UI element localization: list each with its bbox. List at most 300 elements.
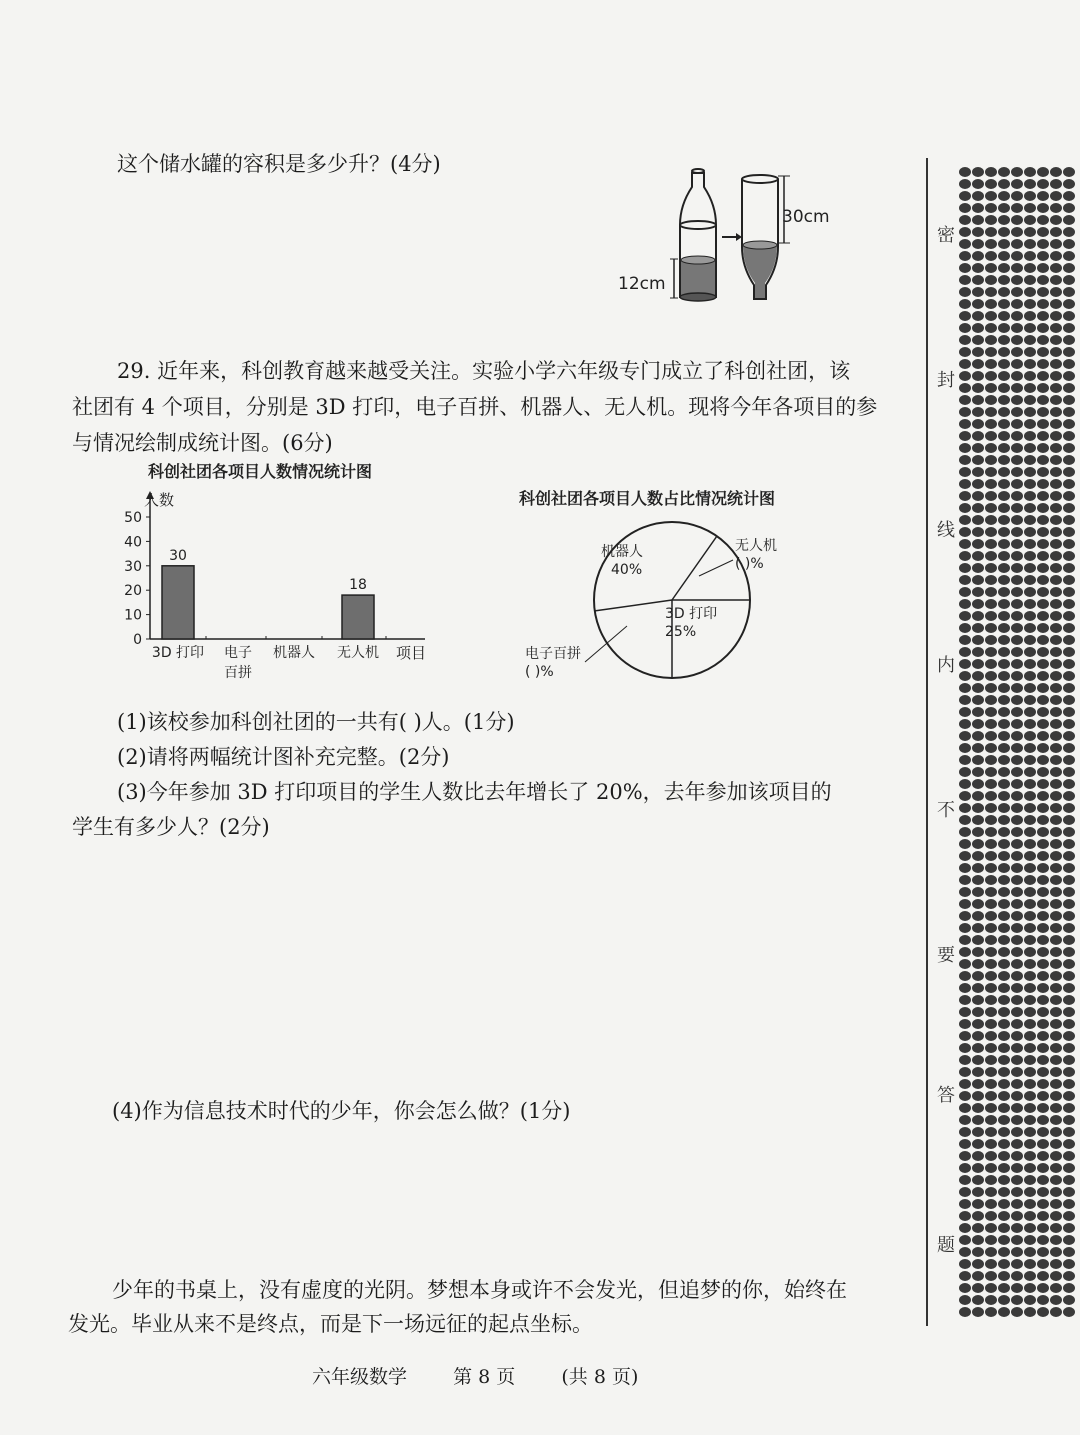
binding-dot	[998, 1007, 1010, 1017]
binding-dot	[998, 299, 1010, 309]
binding-dot	[972, 275, 984, 285]
binding-dot	[1063, 1175, 1075, 1185]
binding-dot	[1050, 899, 1062, 909]
binding-dot	[998, 1307, 1010, 1317]
binding-dot	[1037, 311, 1049, 321]
binding-dot	[972, 239, 984, 249]
binding-dot	[985, 467, 997, 477]
binding-dot	[1024, 611, 1036, 621]
binding-dot	[1024, 635, 1036, 645]
pie-leader-electronic	[585, 626, 627, 662]
binding-dot	[1050, 263, 1062, 273]
binding-dot	[972, 251, 984, 261]
binding-dot	[1011, 635, 1023, 645]
binding-dot	[1063, 899, 1075, 909]
binding-dot	[1011, 599, 1023, 609]
binding-dot	[998, 743, 1010, 753]
binding-dot	[1050, 287, 1062, 297]
binding-dot	[985, 767, 997, 777]
binding-dot	[1037, 947, 1049, 957]
binding-dot	[998, 959, 1010, 969]
binding-dot	[1050, 539, 1062, 549]
binding-dot	[959, 1283, 971, 1293]
binding-dot	[998, 575, 1010, 585]
binding-dot	[1037, 995, 1049, 1005]
binding-dot	[998, 455, 1010, 465]
binding-dot	[1024, 239, 1036, 249]
binding-dot	[1037, 407, 1049, 417]
binding-dot	[1024, 587, 1036, 597]
q28-question: 这个储水罐的容积是多少升？(4分)	[117, 152, 441, 176]
binding-dot	[972, 383, 984, 393]
binding-char-5: 要	[934, 945, 955, 963]
binding-dot	[972, 959, 984, 969]
binding-dot	[1011, 1007, 1023, 1017]
binding-dot	[1050, 551, 1062, 561]
pie-value-3d: 25%	[665, 624, 697, 640]
pie-divider-1	[672, 536, 717, 600]
binding-dot	[1050, 371, 1062, 381]
bar-category-label-3: 无人机	[337, 645, 379, 661]
binding-dot	[1024, 395, 1036, 405]
binding-dot	[1037, 191, 1049, 201]
binding-dot	[959, 1127, 971, 1137]
binding-dot	[1024, 1079, 1036, 1089]
binding-dot	[1063, 311, 1075, 321]
binding-dot	[1011, 683, 1023, 693]
binding-dot	[1050, 1115, 1062, 1125]
binding-dot	[985, 419, 997, 429]
binding-dot	[1011, 551, 1023, 561]
binding-dot	[1037, 215, 1049, 225]
binding-dot	[985, 515, 997, 525]
binding-dot	[985, 227, 997, 237]
binding-dot	[1063, 491, 1075, 501]
binding-dot	[985, 659, 997, 669]
binding-dot	[1037, 1079, 1049, 1089]
binding-dot	[1063, 1295, 1075, 1305]
binding-dot	[1063, 383, 1075, 393]
binding-dot	[959, 863, 971, 873]
binding-dot	[1011, 995, 1023, 1005]
binding-dot	[1050, 359, 1062, 369]
binding-dot	[998, 1151, 1010, 1161]
binding-dot	[1024, 983, 1036, 993]
binding-dot	[972, 203, 984, 213]
binding-dot	[959, 335, 971, 345]
binding-dot	[1050, 851, 1062, 861]
binding-dot	[1024, 623, 1036, 633]
binding-dot	[1050, 239, 1062, 249]
binding-dot	[1011, 647, 1023, 657]
binding-dot	[1063, 1223, 1075, 1233]
binding-dot	[1037, 935, 1049, 945]
binding-dot	[1011, 1223, 1023, 1233]
binding-dot	[1063, 839, 1075, 849]
binding-dot	[959, 1211, 971, 1221]
binding-dot	[1037, 599, 1049, 609]
binding-dot	[998, 803, 1010, 813]
binding-dot	[985, 383, 997, 393]
binding-dot	[1011, 707, 1023, 717]
binding-dot	[985, 1103, 997, 1113]
binding-dot	[1063, 887, 1075, 897]
binding-dot	[985, 1259, 997, 1269]
binding-dot	[959, 1151, 971, 1161]
binding-dot	[972, 851, 984, 861]
bar-y-tick-label: 0	[133, 632, 142, 648]
binding-dot	[985, 695, 997, 705]
binding-dot	[1037, 755, 1049, 765]
binding-dot	[972, 599, 984, 609]
binding-dot	[1050, 983, 1062, 993]
binding-dot	[1050, 311, 1062, 321]
binding-dot	[985, 359, 997, 369]
q29-intro-line-3: 与情况绘制成统计图。(6分)	[72, 431, 333, 455]
binding-dot	[959, 179, 971, 189]
binding-dot	[959, 1091, 971, 1101]
pie-label-electronic: 电子百拼	[525, 646, 581, 662]
binding-dot	[1037, 1223, 1049, 1233]
binding-dot	[1050, 1127, 1062, 1137]
binding-dot	[1011, 1103, 1023, 1113]
binding-dot	[1024, 743, 1036, 753]
binding-dot	[1063, 743, 1075, 753]
binding-dot	[1063, 1235, 1075, 1245]
binding-dot	[1024, 1151, 1036, 1161]
binding-dot	[1050, 1259, 1062, 1269]
binding-dot	[985, 1199, 997, 1209]
binding-dot	[998, 599, 1010, 609]
binding-dot	[998, 731, 1010, 741]
binding-dot	[1037, 623, 1049, 633]
binding-dot	[1024, 1271, 1036, 1281]
binding-dot	[985, 1223, 997, 1233]
binding-dot	[1037, 1091, 1049, 1101]
binding-dot	[1050, 383, 1062, 393]
binding-dot	[1024, 1259, 1036, 1269]
binding-dot	[972, 299, 984, 309]
binding-dot	[1037, 959, 1049, 969]
binding-dot	[1024, 263, 1036, 273]
binding-dot	[1037, 1199, 1049, 1209]
binding-dot	[1050, 563, 1062, 573]
bar-data-label-3: 18	[349, 577, 367, 594]
binding-dot	[1063, 1271, 1075, 1281]
binding-dot	[1063, 1067, 1075, 1077]
binding-dot	[1011, 1271, 1023, 1281]
binding-dot	[1024, 1127, 1036, 1137]
binding-dot	[972, 527, 984, 537]
binding-dot	[972, 731, 984, 741]
binding-dot	[998, 791, 1010, 801]
binding-dot	[1037, 527, 1049, 537]
binding-dot	[1063, 1211, 1075, 1221]
binding-char-1: 封	[934, 370, 955, 388]
binding-dot	[985, 791, 997, 801]
binding-dot	[959, 503, 971, 513]
binding-dot	[1037, 743, 1049, 753]
binding-dot	[1037, 503, 1049, 513]
binding-dot	[1063, 1007, 1075, 1017]
binding-dot	[959, 1259, 971, 1269]
binding-dot	[1011, 335, 1023, 345]
binding-dot	[959, 635, 971, 645]
binding-dot	[972, 431, 984, 441]
binding-dot	[1011, 299, 1023, 309]
binding-dot	[959, 287, 971, 297]
binding-dot	[1011, 1175, 1023, 1185]
binding-dot	[1024, 779, 1036, 789]
binding-dot	[1050, 1019, 1062, 1029]
binding-dot	[1050, 791, 1062, 801]
q29-sub3-line-1: (3)今年参加 3D 打印项目的学生人数比去年增长了 20%，去年参加该项目的	[117, 780, 832, 804]
binding-dot	[1037, 371, 1049, 381]
binding-dot	[1063, 683, 1075, 693]
footer-total: (共 8 页)	[561, 1366, 639, 1388]
binding-dot	[1024, 203, 1036, 213]
binding-dot	[1024, 491, 1036, 501]
binding-dot	[1011, 1235, 1023, 1245]
binding-dot	[1050, 695, 1062, 705]
binding-dot	[985, 1019, 997, 1029]
binding-dot	[1024, 647, 1036, 657]
binding-dot	[1011, 899, 1023, 909]
binding-dot	[1050, 947, 1062, 957]
binding-dot	[1011, 227, 1023, 237]
binding-dot	[972, 695, 984, 705]
binding-dot	[972, 1295, 984, 1305]
binding-dot	[1050, 1307, 1062, 1317]
pie-chart-title: 科创社团各项目人数占比情况统计图	[519, 489, 776, 508]
binding-dot	[972, 935, 984, 945]
binding-dot	[959, 1199, 971, 1209]
binding-dot	[959, 851, 971, 861]
binding-dot	[1063, 767, 1075, 777]
binding-dot	[998, 407, 1010, 417]
binding-dot	[1063, 371, 1075, 381]
binding-dot	[1063, 1139, 1075, 1149]
binding-dot	[972, 503, 984, 513]
bar-x-label: 项目	[396, 644, 427, 662]
binding-char-4: 不	[934, 800, 955, 818]
binding-dot	[972, 791, 984, 801]
binding-char-2: 线	[934, 520, 955, 538]
binding-dot	[1050, 467, 1062, 477]
binding-dot	[985, 875, 997, 885]
binding-dot	[1011, 503, 1023, 513]
binding-dot	[1024, 851, 1036, 861]
binding-dot	[959, 887, 971, 897]
binding-dot	[972, 1091, 984, 1101]
binding-dot	[1063, 203, 1075, 213]
binding-dot	[959, 623, 971, 633]
binding-dot	[1063, 1283, 1075, 1293]
binding-dot	[972, 1307, 984, 1317]
binding-dot	[1050, 659, 1062, 669]
binding-dot	[998, 179, 1010, 189]
binding-dot	[1050, 1199, 1062, 1209]
binding-dot	[959, 875, 971, 885]
binding-dot	[985, 539, 997, 549]
bar-3	[342, 595, 374, 639]
binding-dot	[985, 1295, 997, 1305]
binding-dot	[1063, 1103, 1075, 1113]
binding-dot	[985, 923, 997, 933]
binding-dot	[959, 599, 971, 609]
binding-dot	[998, 551, 1010, 561]
binding-dot	[1037, 1115, 1049, 1125]
binding-dot	[959, 527, 971, 537]
binding-dot	[1024, 935, 1036, 945]
binding-dot	[959, 467, 971, 477]
binding-dot	[1011, 1211, 1023, 1221]
binding-dot	[985, 959, 997, 969]
bar-y-tick-label: 30	[124, 558, 142, 575]
binding-dot	[1024, 191, 1036, 201]
binding-dot	[959, 791, 971, 801]
binding-dot	[972, 911, 984, 921]
binding-dot	[985, 587, 997, 597]
bar-y-tick-label: 20	[124, 583, 142, 600]
binding-dot	[1011, 263, 1023, 273]
binding-dot	[959, 743, 971, 753]
binding-dot	[985, 395, 997, 405]
binding-dot	[998, 851, 1010, 861]
binding-dot	[1011, 407, 1023, 417]
binding-dot	[1050, 815, 1062, 825]
binding-dot	[1063, 443, 1075, 453]
binding-dot	[1063, 239, 1075, 249]
binding-dot	[998, 1019, 1010, 1029]
binding-dot	[959, 1079, 971, 1089]
binding-dot	[985, 779, 997, 789]
binding-dot	[1011, 791, 1023, 801]
binding-dot	[985, 863, 997, 873]
binding-dot	[1037, 695, 1049, 705]
binding-dot	[959, 479, 971, 489]
binding-dot	[1037, 419, 1049, 429]
binding-dot	[1037, 683, 1049, 693]
binding-dot	[1063, 467, 1075, 477]
binding-dot	[1037, 1043, 1049, 1053]
binding-dot	[985, 563, 997, 573]
binding-dot	[985, 1127, 997, 1137]
binding-dot	[1050, 191, 1062, 201]
binding-dot	[1063, 563, 1075, 573]
pie-chart	[515, 480, 845, 690]
binding-dot	[1037, 1019, 1049, 1029]
binding-dot	[998, 767, 1010, 777]
bar-data-label-0: 30	[169, 547, 187, 564]
binding-dot	[1050, 935, 1062, 945]
binding-dot	[1050, 227, 1062, 237]
binding-dot	[985, 731, 997, 741]
binding-dot	[959, 1235, 971, 1245]
binding-dot	[1011, 431, 1023, 441]
binding-dot	[959, 239, 971, 249]
binding-dot	[985, 887, 997, 897]
pie-value-drone: ( )%	[735, 556, 764, 572]
binding-dot	[959, 959, 971, 969]
binding-dot	[985, 671, 997, 681]
binding-char-7: 题	[934, 1235, 955, 1253]
binding-dot	[1050, 1139, 1062, 1149]
binding-dot	[1011, 443, 1023, 453]
binding-dot	[998, 935, 1010, 945]
binding-dot	[1011, 479, 1023, 489]
binding-dot	[1063, 719, 1075, 729]
binding-dot	[972, 887, 984, 897]
binding-dot	[1037, 563, 1049, 573]
binding-dot	[1024, 827, 1036, 837]
binding-dot	[959, 767, 971, 777]
binding-dot	[959, 551, 971, 561]
inverted-water	[743, 245, 777, 298]
binding-dot	[972, 623, 984, 633]
binding-dot	[1011, 323, 1023, 333]
binding-dot	[1050, 623, 1062, 633]
binding-dot	[1063, 359, 1075, 369]
binding-dot	[1024, 1187, 1036, 1197]
binding-dot	[959, 227, 971, 237]
pie-label-robot: 机器人	[601, 544, 643, 560]
binding-dot	[1050, 407, 1062, 417]
binding-dot	[1011, 239, 1023, 249]
binding-dot	[1037, 1103, 1049, 1113]
binding-dot	[1011, 287, 1023, 297]
binding-dot	[1011, 1295, 1023, 1305]
binding-dot	[959, 1103, 971, 1113]
binding-dot	[985, 1115, 997, 1125]
binding-dot	[959, 383, 971, 393]
binding-dot	[972, 539, 984, 549]
binding-dot	[985, 635, 997, 645]
binding-dot	[1050, 1163, 1062, 1173]
binding-dot	[1037, 1055, 1049, 1065]
binding-dot	[972, 983, 984, 993]
binding-dot	[998, 467, 1010, 477]
binding-dot	[1050, 347, 1062, 357]
binding-dot	[959, 431, 971, 441]
binding-dot	[1063, 875, 1075, 885]
q29-sub3-line-2: 学生有多少人？(2分)	[72, 815, 270, 839]
binding-dot	[1050, 275, 1062, 285]
binding-dot	[1050, 767, 1062, 777]
binding-dot	[972, 371, 984, 381]
binding-dot	[1037, 587, 1049, 597]
binding-dot	[959, 395, 971, 405]
binding-dot	[1024, 899, 1036, 909]
binding-dot	[1011, 527, 1023, 537]
binding-dot	[998, 239, 1010, 249]
binding-dot	[1063, 731, 1075, 741]
binding-dot	[959, 839, 971, 849]
binding-dot	[1050, 839, 1062, 849]
binding-dot	[1024, 971, 1036, 981]
binding-dot	[1050, 1043, 1062, 1053]
binding-dot	[972, 419, 984, 429]
binding-dot	[985, 335, 997, 345]
binding-dot	[959, 419, 971, 429]
binding-dot	[1050, 299, 1062, 309]
binding-dot	[1011, 1031, 1023, 1041]
binding-dot	[1050, 527, 1062, 537]
binding-dot	[985, 647, 997, 657]
binding-dot	[998, 659, 1010, 669]
binding-dot	[985, 371, 997, 381]
binding-dot	[1024, 1031, 1036, 1041]
